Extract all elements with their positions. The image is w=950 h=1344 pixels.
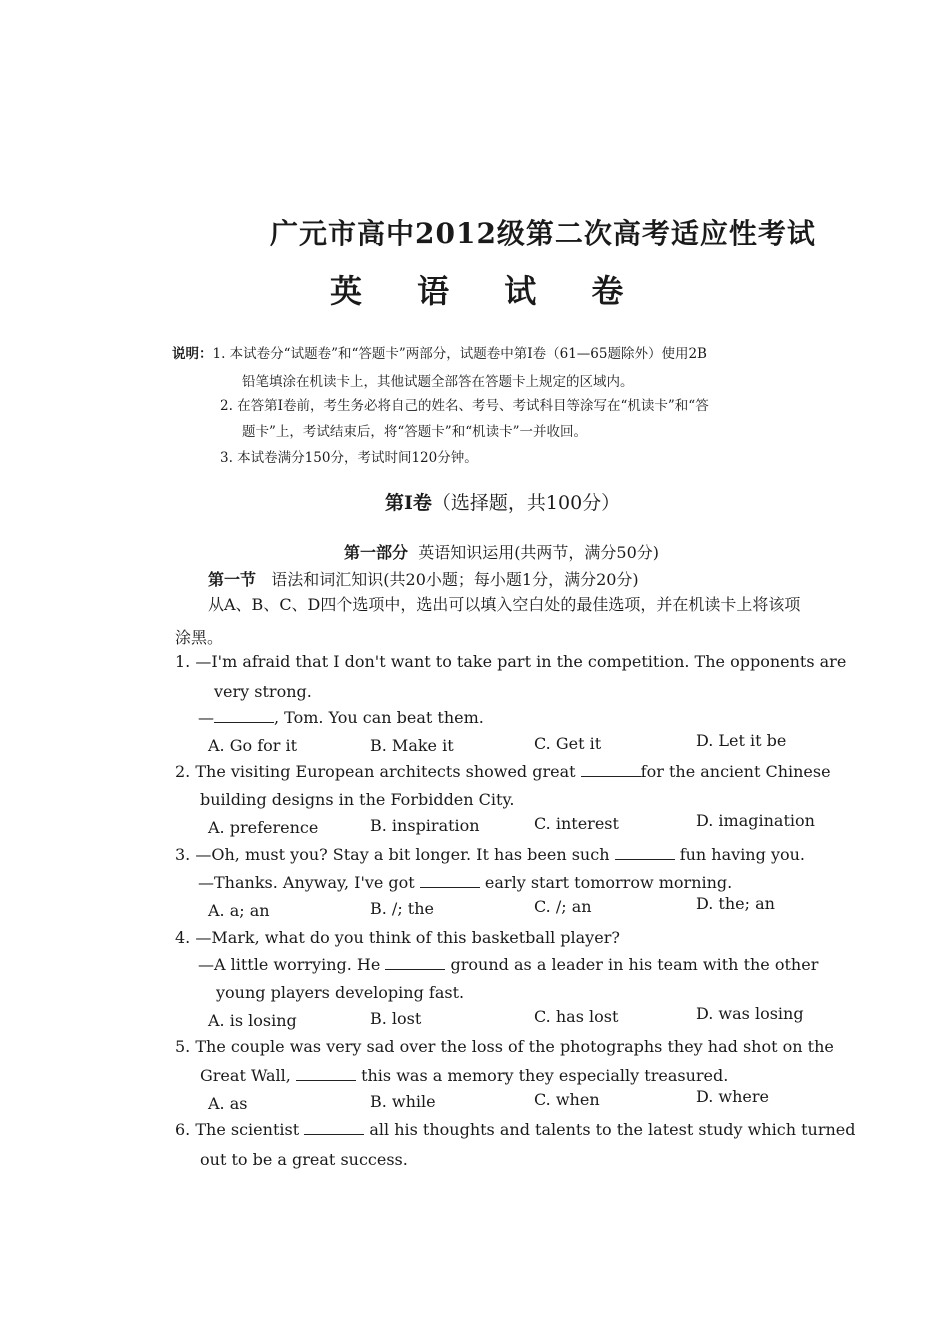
q1-option-d: D. Let it be bbox=[696, 731, 787, 750]
q4-blank bbox=[385, 955, 445, 970]
q4-line-1: 4. —Mark, what do you think of this basketball player? bbox=[175, 928, 620, 947]
q5-option-d: D. where bbox=[696, 1087, 770, 1106]
q4-option-c: C. has lost bbox=[534, 1007, 619, 1026]
q4-text-a: —A little worrying. He bbox=[198, 955, 381, 974]
q5-text-a: Great Wall, bbox=[200, 1066, 291, 1085]
note-2-cont: 题卡”上，考试结束后，将“答题卡”和“机读卡”一并收回。 bbox=[242, 424, 588, 440]
q6-text-b: all his thoughts and talents to the latest study which turned bbox=[369, 1120, 856, 1139]
q1-option-c: C. Get it bbox=[534, 734, 602, 753]
q1-line-2: very strong. bbox=[214, 682, 312, 701]
exam-title: 广元市高中2012级第二次高考适应性考试 bbox=[270, 217, 816, 250]
q4-line-2 bbox=[198, 955, 818, 974]
volume-desc: （选择题，共100分） bbox=[431, 492, 621, 514]
q1-option-b: B. Make it bbox=[370, 736, 454, 755]
q6-blank bbox=[304, 1120, 364, 1135]
q3-line-2 bbox=[198, 873, 732, 892]
q1-dash: — bbox=[198, 708, 214, 727]
section-name: 语法和词汇知识(共20小题；每小题1分，满分20分) bbox=[271, 570, 639, 589]
q3-option-a: A. a; an bbox=[208, 901, 270, 920]
q2-text-a: 2. The visiting European architects showed great bbox=[175, 762, 576, 781]
note-1-cont: 铅笔填涂在机读卡上，其他试题全部答在答题卡上规定的区域内。 bbox=[242, 374, 634, 390]
section-title: 第一节 bbox=[208, 570, 257, 589]
q5-line-1: 5. The couple was very sad over the loss of the photographs they had shot on the bbox=[175, 1037, 834, 1056]
q2-line-2: building designs in the Forbidden City. bbox=[200, 790, 515, 809]
exam-subtitle: 英 语 试 卷 bbox=[330, 272, 646, 310]
q5-text-b: this was a memory they especially treasured. bbox=[361, 1066, 729, 1085]
volume-heading bbox=[385, 488, 665, 515]
note-2: 2. 在答第Ⅰ卷前，考生务必将自己的姓名、考号、考试科目等涂写在“机读卡”和“答 bbox=[220, 398, 709, 414]
q6-text-a: 6. The scientist bbox=[175, 1120, 300, 1139]
q5-option-a: A. as bbox=[208, 1094, 248, 1113]
q3-line-1 bbox=[175, 845, 805, 864]
q3-blank-2 bbox=[420, 873, 480, 888]
q1-line-1: 1. —I'm afraid that I don't want to take part in the competition. The opponents are bbox=[175, 652, 847, 671]
q3-option-c: C. /; an bbox=[534, 897, 592, 916]
part-heading bbox=[344, 540, 744, 563]
q5-option-c: C. when bbox=[534, 1090, 600, 1109]
q2-text-b: for the ancient Chinese bbox=[640, 762, 831, 781]
q2-blank bbox=[581, 762, 641, 777]
q2-option-c: C. interest bbox=[534, 814, 619, 833]
part-title: 第一部分 bbox=[344, 543, 409, 562]
q1-line-3 bbox=[198, 708, 484, 727]
q2-option-a: A. preference bbox=[208, 818, 319, 837]
q1-option-a: A. Go for it bbox=[208, 736, 298, 755]
q4-option-a: A. is losing bbox=[208, 1011, 297, 1030]
q4-line-3: young players developing fast. bbox=[216, 983, 465, 1002]
instructions-line-2: 涂黑。 bbox=[175, 628, 224, 647]
q4-option-b: B. lost bbox=[370, 1009, 422, 1028]
q5-line-2 bbox=[200, 1066, 728, 1085]
q4-text-b: ground as a leader in his team with the other bbox=[450, 955, 819, 974]
q3-text-d: early start tomorrow morning. bbox=[484, 873, 733, 892]
q3-text-b: fun having you. bbox=[679, 845, 805, 864]
q1-blank bbox=[214, 708, 274, 723]
notes-label: 说明： bbox=[172, 346, 213, 362]
q5-option-b: B. while bbox=[370, 1092, 436, 1111]
part-name: 英语知识运用(共两节，满分50分) bbox=[418, 543, 660, 562]
q3-text-a: 3. —Oh, must you? Stay a bit longer. It has been such bbox=[175, 845, 610, 864]
q3-option-d: D. the; an bbox=[696, 894, 775, 913]
q1-reply: , Tom. You can beat them. bbox=[274, 708, 484, 727]
volume-title: 第Ⅰ卷 bbox=[385, 492, 432, 514]
q6-line-2: out to be a great success. bbox=[200, 1150, 408, 1169]
note-3: 3. 本试卷满分150分，考试时间120分钟。 bbox=[220, 450, 478, 466]
q4-option-d: D. was losing bbox=[696, 1004, 804, 1023]
section-heading bbox=[208, 567, 728, 590]
q2-option-b: B. inspiration bbox=[370, 816, 480, 835]
q2-line-1 bbox=[175, 762, 831, 781]
q2-option-d: D. imagination bbox=[696, 811, 815, 830]
instructions-line-1: 从A、B、C、D四个选项中，选出可以填入空白处的最佳选项，并在机读卡上将该项 bbox=[208, 595, 801, 614]
q3-text-c: —Thanks. Anyway, I've got bbox=[198, 873, 415, 892]
note-1: 1. 本试卷分“试题卷”和“答题卡”两部分，试题卷中第Ⅰ卷（61—65题除外）使用2B bbox=[212, 346, 707, 362]
q5-blank bbox=[296, 1066, 356, 1081]
q3-blank-1 bbox=[615, 845, 675, 860]
q3-option-b: B. /; the bbox=[370, 899, 434, 918]
q6-line-1 bbox=[175, 1120, 856, 1139]
